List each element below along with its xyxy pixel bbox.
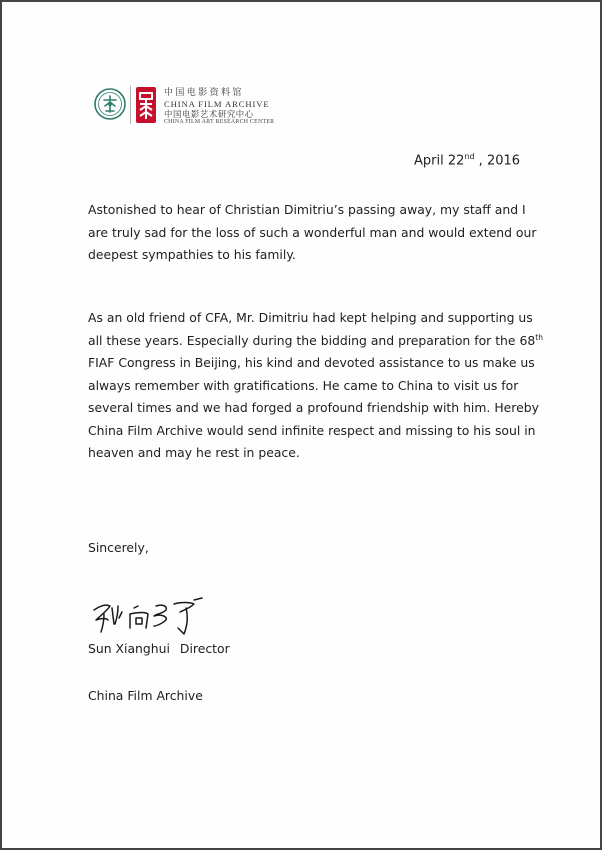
letter-date xyxy=(414,152,520,168)
paragraph-line-text: all these years. Especially during the bidding and preparation for the 68 xyxy=(88,332,536,348)
paragraph-line: Astonished to hear of Christian Dimitriu’s passing away, my staff and I xyxy=(88,202,526,217)
paragraph-line: China Film Archive would send infinite respect and missing to his soul in xyxy=(88,422,536,438)
organization-name: China Film Archive xyxy=(88,688,203,703)
ordinal-superscript: th xyxy=(535,332,543,342)
paragraph-line: are truly sad for the loss of such a wonderful man and would extend our xyxy=(88,224,537,240)
signer-title: Director xyxy=(179,641,230,656)
paragraph-line: always remember with gratifications. He came to China to visit us for xyxy=(88,377,519,393)
cfa-red-mark-icon xyxy=(135,86,157,124)
date-suffix: nd xyxy=(464,152,475,161)
date-year: , 2016 xyxy=(474,153,521,169)
letterhead-center-en: CHINA FILM ART RESEARCH CENTER xyxy=(164,119,275,125)
signer-name: Sun Xianghui xyxy=(88,641,170,656)
cfa-emblem-icon xyxy=(94,88,126,120)
signer-line xyxy=(88,641,230,656)
paragraph-line: FIAF Congress in Beijing, his kind and devoted assistance to us make us xyxy=(88,355,535,370)
paragraph-line: heaven and may he rest in peace. xyxy=(88,445,300,460)
paragraph-line: several times and we had forged a profound friendship with him. Hereby xyxy=(88,400,539,415)
handwritten-signature-icon xyxy=(90,594,210,638)
date-month-day: April 22 xyxy=(414,153,465,169)
closing-salutation: Sincerely, xyxy=(88,540,149,555)
letterhead-text xyxy=(164,88,274,126)
paragraph-2 xyxy=(88,307,543,465)
paragraph-line: As an old friend of CFA, Mr. Dimitriu had kept helping and supporting us xyxy=(88,310,533,325)
letterhead-name-en: CHINA FILM ARCHIVE xyxy=(164,99,270,109)
letterhead-name-cn: 中国电影资料馆 xyxy=(164,88,244,98)
paragraph-1 xyxy=(88,199,537,267)
letterhead-center-cn: 中国电影艺术研究中心 xyxy=(164,109,254,119)
paragraph-line xyxy=(88,330,543,353)
letterhead-divider xyxy=(130,86,131,124)
paragraph-line: deepest sympathies to his family. xyxy=(88,247,296,262)
